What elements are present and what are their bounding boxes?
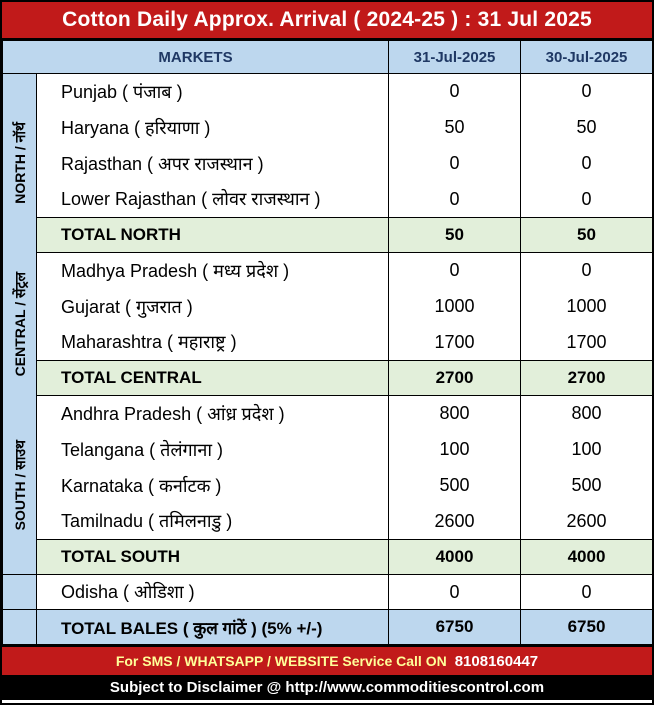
market-name: Odisha ( ओडिशा ) xyxy=(37,575,389,610)
value-col2: 50 xyxy=(521,110,653,146)
table-header-row xyxy=(3,41,653,74)
value-col2: 2600 xyxy=(521,504,653,540)
value-col1: 0 xyxy=(389,575,521,610)
value-col2: 100 xyxy=(521,432,653,468)
value-col2: 0 xyxy=(521,253,653,289)
value-col2: 0 xyxy=(521,74,653,110)
value-col1: 800 xyxy=(389,396,521,432)
value-col2: 0 xyxy=(521,146,653,182)
market-name: Karnataka ( कर्नाटक ) xyxy=(37,468,389,504)
value-col1: 500 xyxy=(389,468,521,504)
market-name: Rajasthan ( अपर राजस्थान ) xyxy=(37,146,389,182)
value-col2: 0 xyxy=(521,182,653,218)
total-label: TOTAL NORTH xyxy=(37,218,389,253)
total-col1: 50 xyxy=(389,218,521,253)
value-col1: 0 xyxy=(389,74,521,110)
region-north-label: NORTH / नॉर्थ xyxy=(12,122,28,205)
region-central xyxy=(3,253,37,396)
total-north-row xyxy=(3,218,653,253)
grand-total-col2: 6750 xyxy=(521,610,653,645)
grand-total-row xyxy=(3,610,653,645)
region-south-label: SOUTH / साउथ xyxy=(12,439,28,530)
value-col2: 1000 xyxy=(521,289,653,325)
value-col2: 1700 xyxy=(521,325,653,361)
region-blank xyxy=(3,610,37,645)
market-name: Telangana ( तेलंगाना ) xyxy=(37,432,389,468)
table-row xyxy=(3,325,653,361)
region-north xyxy=(3,74,37,253)
region-blank xyxy=(3,575,37,610)
table-row xyxy=(3,468,653,504)
disclaimer-banner xyxy=(2,675,652,700)
table-row xyxy=(3,504,653,540)
table-row xyxy=(3,432,653,468)
value-col2: 0 xyxy=(521,575,653,610)
value-col2: 800 xyxy=(521,396,653,432)
arrival-table xyxy=(2,40,653,645)
table-row xyxy=(3,74,653,110)
total-south-row xyxy=(3,540,653,575)
contact-phone: 8108160447 xyxy=(454,652,539,670)
total-central-row xyxy=(3,361,653,396)
value-col2: 500 xyxy=(521,468,653,504)
market-name: Haryana ( हरियाणा ) xyxy=(37,110,389,146)
market-name: Tamilnadu ( तमिलनाडु ) xyxy=(37,504,389,540)
market-name: Madhya Pradesh ( मध्य प्रदेश ) xyxy=(37,253,389,289)
market-name: Gujarat ( गुजरात ) xyxy=(37,289,389,325)
contact-banner xyxy=(2,645,652,675)
value-col1: 100 xyxy=(389,432,521,468)
market-name: Lower Rajasthan ( लोवर राजस्थान ) xyxy=(37,182,389,218)
table-row xyxy=(3,289,653,325)
total-col1: 2700 xyxy=(389,361,521,396)
market-name: Maharashtra ( महाराष्ट्र ) xyxy=(37,325,389,361)
date-col1-header: 31-Jul-2025 xyxy=(389,41,521,74)
value-col1: 0 xyxy=(389,253,521,289)
disclaimer-text: Subject to Disclaimer @ http://www.commoditiescontrol.com xyxy=(109,679,545,696)
region-central-label: CENTRAL / सेंट्रल xyxy=(12,271,28,377)
market-name: Andhra Pradesh ( आंध्र प्रदेश ) xyxy=(37,396,389,432)
report-title: Cotton Daily Approx. Arrival ( 2024-25 ) : 31 Jul 2025 xyxy=(2,2,652,40)
total-col2: 50 xyxy=(521,218,653,253)
region-south xyxy=(3,396,37,575)
table-row xyxy=(3,253,653,289)
total-label: TOTAL SOUTH xyxy=(37,540,389,575)
table-row xyxy=(3,110,653,146)
value-col1: 0 xyxy=(389,182,521,218)
total-label: TOTAL CENTRAL xyxy=(37,361,389,396)
value-col1: 2600 xyxy=(389,504,521,540)
odisha-row xyxy=(3,575,653,610)
table-row xyxy=(3,146,653,182)
total-col1: 4000 xyxy=(389,540,521,575)
value-col1: 1000 xyxy=(389,289,521,325)
date-col2-header: 30-Jul-2025 xyxy=(521,41,653,74)
markets-header: MARKETS xyxy=(3,41,389,74)
contact-text: For SMS / WHATSAPP / WEBSITE Service Call ON xyxy=(115,653,447,669)
total-col2: 4000 xyxy=(521,540,653,575)
grand-total-label: TOTAL BALES ( कुल गांठें ) (5% +/-) xyxy=(37,610,389,645)
grand-total-col1: 6750 xyxy=(389,610,521,645)
value-col1: 0 xyxy=(389,146,521,182)
value-col1: 50 xyxy=(389,110,521,146)
value-col1: 1700 xyxy=(389,325,521,361)
table-row xyxy=(3,182,653,218)
table-row xyxy=(3,396,653,432)
market-name: Punjab ( पंजाब ) xyxy=(37,74,389,110)
total-col2: 2700 xyxy=(521,361,653,396)
